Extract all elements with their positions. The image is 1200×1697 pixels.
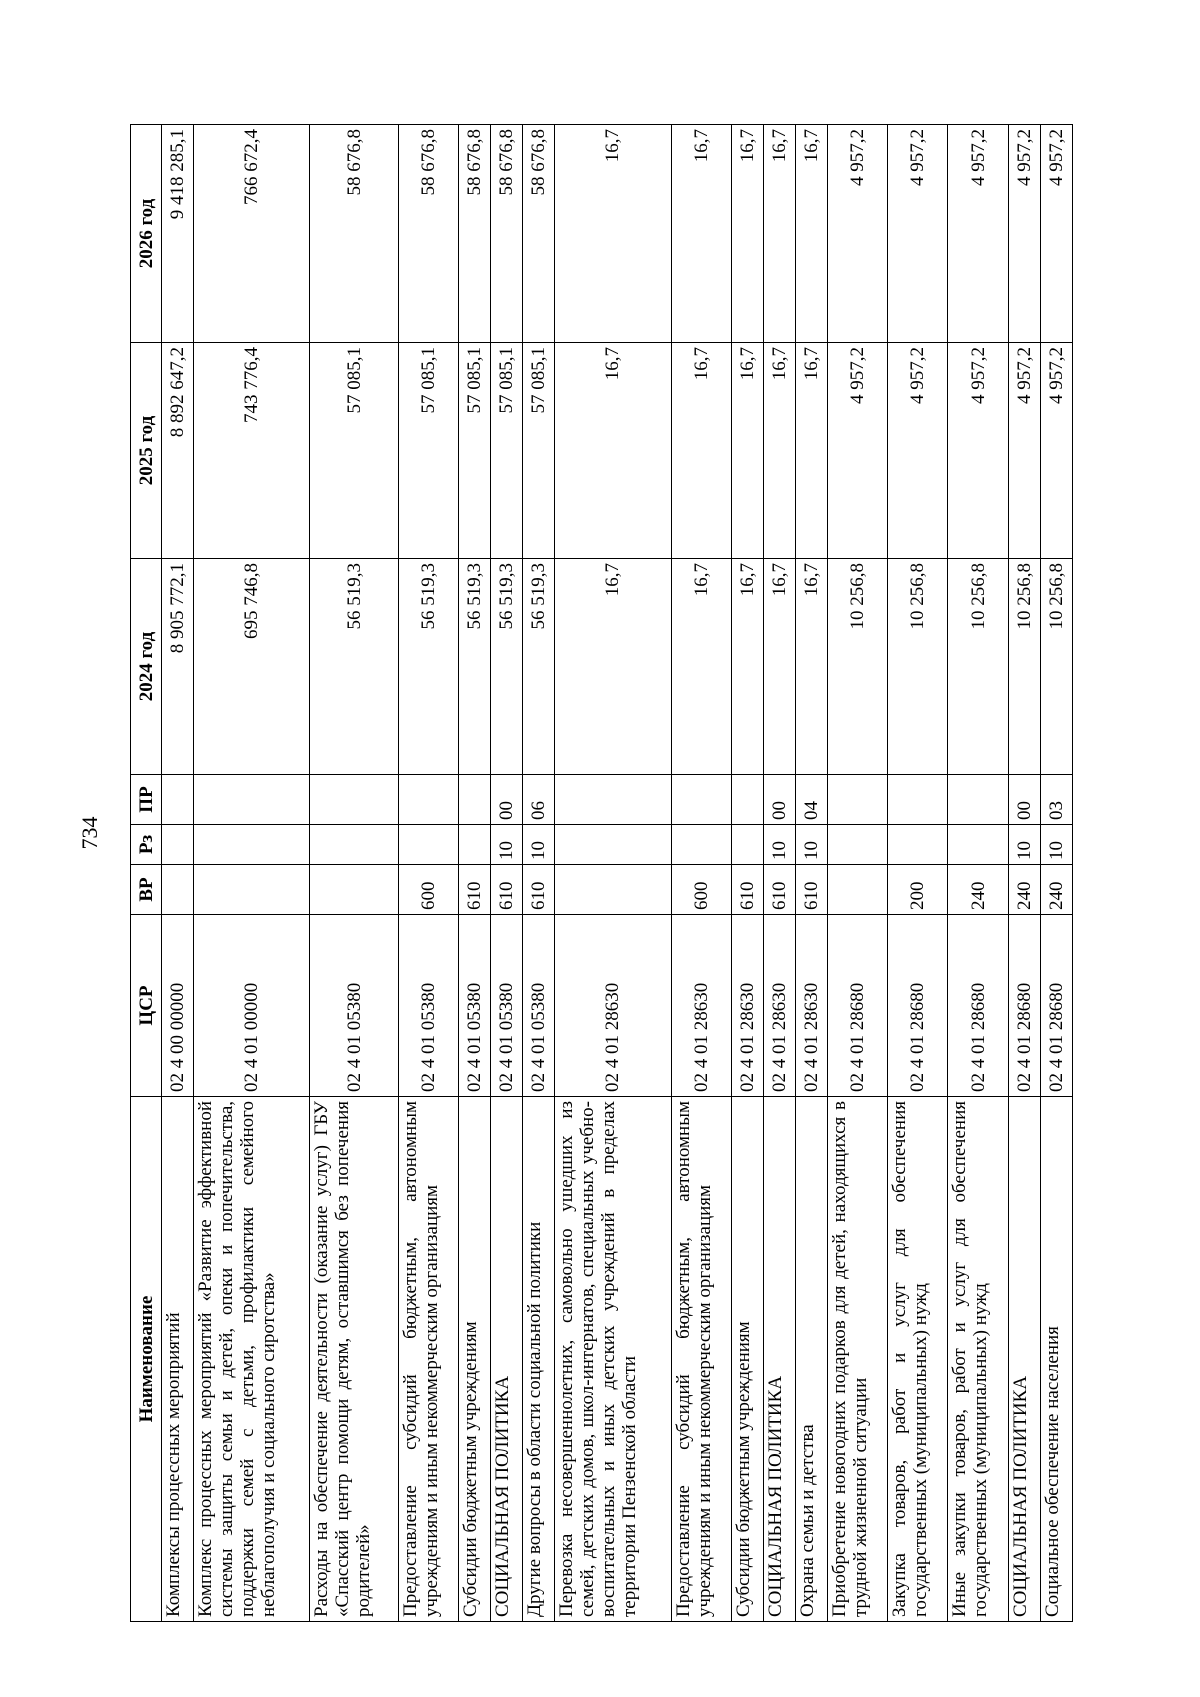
cell-pr: 06: [523, 775, 555, 825]
cell-vr: [194, 865, 310, 915]
cell-vr: 610: [458, 865, 490, 915]
cell-vr: 610: [491, 865, 523, 915]
cell-vr: [162, 865, 194, 915]
cell-pr: 00: [1008, 775, 1040, 825]
cell-y2025: 16,7: [555, 343, 671, 559]
cell-y2025: 57 085,1: [491, 343, 523, 559]
cell-y2024: 56 519,3: [458, 559, 490, 775]
cell-csr: 02 4 01 28680: [1040, 915, 1072, 1097]
cell-y2024: 56 519,3: [523, 559, 555, 775]
cell-y2026: 4 957,2: [948, 125, 1008, 343]
cell-y2024: 10 256,8: [1008, 559, 1040, 775]
cell-y2024: 16,7: [671, 559, 731, 775]
cell-csr: 02 4 01 28630: [555, 915, 671, 1097]
cell-y2025: 57 085,1: [523, 343, 555, 559]
cell-vr: 610: [795, 865, 827, 915]
header-pr: ПР: [131, 775, 162, 825]
table-row: [310, 125, 398, 1622]
cell-rz: [888, 825, 948, 865]
cell-rz: [731, 825, 763, 865]
cell-vr: 610: [523, 865, 555, 915]
cell-pr: [828, 775, 888, 825]
cell-name: Перевозка несовершеннолетних, самовольно ушедших из семей, детских домов, школ-интернатов, специальных учебно-воспитательных и иных детских учреждений в пределах территории Пензенской области: [555, 1097, 671, 1622]
cell-name: Предоставление субсидий бюджетным, автономным учреждениям и иным некоммерческим организациям: [398, 1097, 458, 1622]
cell-name: Предоставление субсидий бюджетным, автономным учреждениям и иным некоммерческим организациям: [671, 1097, 731, 1622]
cell-name: Другие вопросы в области социальной политики: [523, 1097, 555, 1622]
cell-y2026: 4 957,2: [1008, 125, 1040, 343]
page-number: 734: [77, 816, 102, 850]
cell-y2026: 58 676,8: [491, 125, 523, 343]
cell-y2025: 8 892 647,2: [162, 343, 194, 559]
cell-pr: 03: [1040, 775, 1072, 825]
cell-vr: 240: [1040, 865, 1072, 915]
header-2025: 2025 год: [131, 343, 162, 559]
cell-y2024: 16,7: [763, 559, 795, 775]
cell-y2025: 4 957,2: [888, 343, 948, 559]
cell-name: СОЦИАЛЬНАЯ ПОЛИТИКА: [491, 1097, 523, 1622]
cell-pr: [731, 775, 763, 825]
cell-rz: [398, 825, 458, 865]
cell-vr: 240: [948, 865, 1008, 915]
cell-csr: 02 4 01 28630: [731, 915, 763, 1097]
cell-y2026: 58 676,8: [310, 125, 398, 343]
cell-y2024: 10 256,8: [948, 559, 1008, 775]
cell-vr: 240: [1008, 865, 1040, 915]
cell-pr: [398, 775, 458, 825]
table-row: [763, 125, 795, 1622]
cell-vr: 610: [763, 865, 795, 915]
cell-name: Комплекс процессных мероприятий «Развитие эффективной системы защиты семьи и детей, опеки и попечительства, поддержки семей с детьми, профилактики семейного неблагополучия и социального сиротства»: [194, 1097, 310, 1622]
cell-y2026: 4 957,2: [1040, 125, 1072, 343]
cell-pr: [888, 775, 948, 825]
cell-rz: [948, 825, 1008, 865]
cell-name: Приобретение новогодних подарков для детей, находящихся в трудной жизненной ситуации: [828, 1097, 888, 1622]
cell-y2024: 10 256,8: [828, 559, 888, 775]
cell-vr: 600: [398, 865, 458, 915]
cell-csr: 02 4 01 28680: [1008, 915, 1040, 1097]
cell-y2025: 16,7: [731, 343, 763, 559]
cell-csr: 02 4 01 28630: [671, 915, 731, 1097]
cell-name: Закупка товаров, работ и услуг для обеспечения государственных (муниципальных) нужд: [888, 1097, 948, 1622]
cell-rz: [162, 825, 194, 865]
cell-rz: 10: [491, 825, 523, 865]
cell-rz: [458, 825, 490, 865]
cell-y2026: 16,7: [795, 125, 827, 343]
cell-pr: [310, 775, 398, 825]
cell-name: Иные закупки товаров, работ и услуг для обеспечения государственных (муниципальных) нужд: [948, 1097, 1008, 1622]
cell-pr: [671, 775, 731, 825]
table-row: [671, 125, 731, 1622]
cell-y2024: 695 746,8: [194, 559, 310, 775]
cell-pr: [555, 775, 671, 825]
cell-y2024: 56 519,3: [398, 559, 458, 775]
cell-y2024: 56 519,3: [491, 559, 523, 775]
table-row: [888, 125, 948, 1622]
cell-pr: [162, 775, 194, 825]
header-rz: Рз: [131, 825, 162, 865]
table-row: [162, 125, 194, 1622]
cell-csr: 02 4 01 00000: [194, 915, 310, 1097]
cell-rz: 10: [795, 825, 827, 865]
header-name: Наименование: [131, 1097, 162, 1622]
cell-y2026: 4 957,2: [828, 125, 888, 343]
cell-y2026: 766 672,4: [194, 125, 310, 343]
cell-y2026: 16,7: [731, 125, 763, 343]
cell-rz: [310, 825, 398, 865]
cell-y2026: 16,7: [555, 125, 671, 343]
cell-y2026: 4 957,2: [888, 125, 948, 343]
table-row: [194, 125, 310, 1622]
cell-y2025: 4 957,2: [948, 343, 1008, 559]
table-body: [162, 125, 1073, 1622]
cell-y2025: 4 957,2: [1008, 343, 1040, 559]
cell-rz: [828, 825, 888, 865]
cell-rz: 10: [1008, 825, 1040, 865]
cell-y2024: 16,7: [555, 559, 671, 775]
cell-csr: 02 4 01 28680: [888, 915, 948, 1097]
cell-y2026: 58 676,8: [458, 125, 490, 343]
cell-vr: 200: [888, 865, 948, 915]
cell-y2025: 57 085,1: [458, 343, 490, 559]
table-row: [523, 125, 555, 1622]
cell-y2026: 16,7: [763, 125, 795, 343]
cell-name: Социальное обеспечение населения: [1040, 1097, 1072, 1622]
cell-csr: 02 4 01 28680: [948, 915, 1008, 1097]
cell-pr: [948, 775, 1008, 825]
table-row: [731, 125, 763, 1622]
cell-name: СОЦИАЛЬНАЯ ПОЛИТИКА: [1008, 1097, 1040, 1622]
table-row: [948, 125, 1008, 1622]
cell-csr: 02 4 00 00000: [162, 915, 194, 1097]
cell-name: Охрана семьи и детства: [795, 1097, 827, 1622]
cell-y2025: 4 957,2: [828, 343, 888, 559]
cell-y2025: 16,7: [671, 343, 731, 559]
cell-pr: [458, 775, 490, 825]
header-csr: ЦСР: [131, 915, 162, 1097]
cell-rz: 10: [763, 825, 795, 865]
table-row: [398, 125, 458, 1622]
cell-csr: 02 4 01 28630: [795, 915, 827, 1097]
budget-table: [130, 124, 1073, 1622]
cell-pr: 00: [763, 775, 795, 825]
cell-rz: [671, 825, 731, 865]
cell-csr: 02 4 01 05380: [491, 915, 523, 1097]
cell-y2025: 57 085,1: [310, 343, 398, 559]
cell-y2024: 10 256,8: [1040, 559, 1072, 775]
table-row: [828, 125, 888, 1622]
table-row: [1008, 125, 1040, 1622]
cell-vr: [555, 865, 671, 915]
cell-csr: 02 4 01 28630: [763, 915, 795, 1097]
budget-table-container: [130, 125, 1073, 1622]
cell-y2024: 10 256,8: [888, 559, 948, 775]
cell-y2024: 56 519,3: [310, 559, 398, 775]
cell-y2025: 16,7: [795, 343, 827, 559]
table-row: [1040, 125, 1072, 1622]
table-header-row: [131, 125, 162, 1622]
cell-pr: 00: [491, 775, 523, 825]
cell-y2026: 58 676,8: [398, 125, 458, 343]
cell-y2026: 58 676,8: [523, 125, 555, 343]
cell-y2024: 16,7: [731, 559, 763, 775]
cell-y2024: 8 905 772,1: [162, 559, 194, 775]
cell-csr: 02 4 01 05380: [398, 915, 458, 1097]
header-2026: 2026 год: [131, 125, 162, 343]
cell-y2025: 743 776,4: [194, 343, 310, 559]
cell-vr: 600: [671, 865, 731, 915]
cell-rz: [194, 825, 310, 865]
cell-csr: 02 4 01 28680: [828, 915, 888, 1097]
cell-name: Субсидии бюджетным учреждениям: [458, 1097, 490, 1622]
cell-rz: 10: [1040, 825, 1072, 865]
cell-vr: 610: [731, 865, 763, 915]
cell-y2025: 57 085,1: [398, 343, 458, 559]
cell-csr: 02 4 01 05380: [458, 915, 490, 1097]
header-2024: 2024 год: [131, 559, 162, 775]
table-row: [458, 125, 490, 1622]
cell-pr: 04: [795, 775, 827, 825]
cell-y2025: 4 957,2: [1040, 343, 1072, 559]
cell-pr: [194, 775, 310, 825]
cell-rz: 10: [523, 825, 555, 865]
cell-y2024: 16,7: [795, 559, 827, 775]
cell-name: Комплексы процессных мероприятий: [162, 1097, 194, 1622]
cell-y2025: 16,7: [763, 343, 795, 559]
header-vr: ВР: [131, 865, 162, 915]
table-row: [491, 125, 523, 1622]
cell-y2026: 16,7: [671, 125, 731, 343]
cell-name: Расходы на обеспечение деятельности (оказание услуг) ГБУ «Спасский центр помощи детям, оставшимся без попечения родителей»: [310, 1097, 398, 1622]
cell-csr: 02 4 01 05380: [523, 915, 555, 1097]
cell-rz: [555, 825, 671, 865]
cell-vr: [310, 865, 398, 915]
cell-name: Субсидии бюджетным учреждениям: [731, 1097, 763, 1622]
cell-name: СОЦИАЛЬНАЯ ПОЛИТИКА: [763, 1097, 795, 1622]
cell-y2026: 9 418 285,1: [162, 125, 194, 343]
cell-vr: [828, 865, 888, 915]
cell-csr: 02 4 01 05380: [310, 915, 398, 1097]
table-row: [795, 125, 827, 1622]
table-row: [555, 125, 671, 1622]
